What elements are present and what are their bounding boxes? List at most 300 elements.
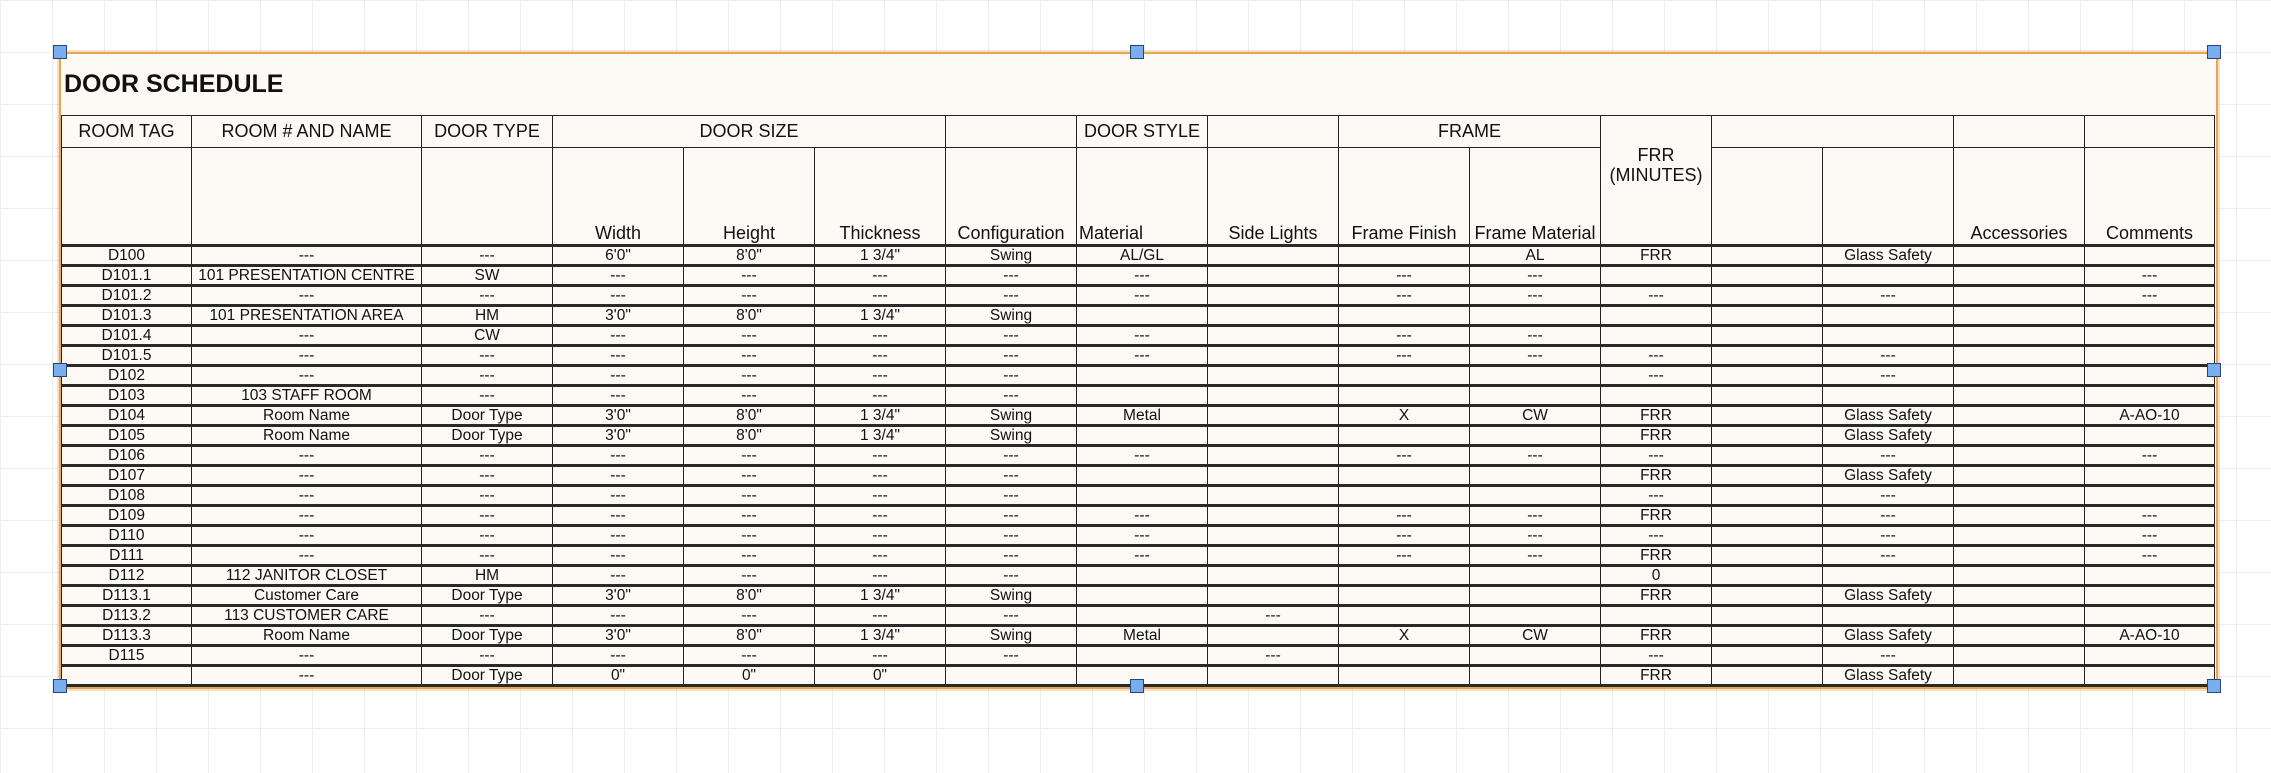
resize-handle-right[interactable] — [2207, 363, 2221, 377]
cell-height[interactable]: --- — [684, 646, 815, 666]
cell-room-tag[interactable]: D115 — [62, 646, 192, 666]
cell-room-tag[interactable]: D113.3 — [62, 626, 192, 646]
cell-room-tag[interactable]: D101.1 — [62, 266, 192, 286]
cell-frame-material[interactable] — [1470, 466, 1601, 486]
cell-thickness[interactable]: 1 3/4" — [815, 586, 946, 606]
cell-material[interactable]: --- — [1077, 286, 1208, 306]
cell-thickness[interactable]: --- — [815, 386, 946, 406]
cell-room-name[interactable]: 103 STAFF ROOM — [192, 386, 422, 406]
cell-glass[interactable]: Glass Safety — [1823, 246, 1954, 266]
cell-thickness[interactable]: --- — [815, 286, 946, 306]
cell-glass[interactable] — [1823, 566, 1954, 586]
cell-comments[interactable] — [2085, 246, 2215, 266]
cell-side-lights[interactable] — [1208, 286, 1339, 306]
cell-frr[interactable] — [1601, 386, 1712, 406]
cell-room-tag[interactable]: D110 — [62, 526, 192, 546]
cell-thickness[interactable]: --- — [815, 526, 946, 546]
cell-frr[interactable]: FRR — [1601, 666, 1712, 686]
cell-side-lights[interactable]: --- — [1208, 606, 1339, 626]
cell-room-name[interactable]: 101 PRESENTATION CENTRE — [192, 266, 422, 286]
cell-side-lights[interactable] — [1208, 426, 1339, 446]
cell-frr[interactable]: FRR — [1601, 506, 1712, 526]
cell-comments[interactable]: --- — [2085, 286, 2215, 306]
cell-accessories[interactable] — [1954, 306, 2085, 326]
cell-comments[interactable] — [2085, 586, 2215, 606]
cell-room-name[interactable]: --- — [192, 346, 422, 366]
cell-side-lights[interactable] — [1208, 526, 1339, 546]
cell-frame-finish[interactable]: X — [1339, 626, 1470, 646]
cell-frame-finish[interactable] — [1339, 586, 1470, 606]
resize-handle-top-left[interactable] — [53, 45, 67, 59]
cell-door-type[interactable]: --- — [422, 346, 553, 366]
cell-side-lights[interactable] — [1208, 486, 1339, 506]
cell-height[interactable]: --- — [684, 486, 815, 506]
cell-glass[interactable]: --- — [1823, 446, 1954, 466]
table-row[interactable] — [62, 446, 2215, 466]
cell-frame-material[interactable] — [1470, 386, 1601, 406]
cell-room-name[interactable]: Room Name — [192, 406, 422, 426]
cell-height[interactable]: 8'0" — [684, 426, 815, 446]
cell-material[interactable]: --- — [1077, 506, 1208, 526]
cell-glass[interactable] — [1823, 326, 1954, 346]
cell-accessories[interactable] — [1954, 326, 2085, 346]
cell-height[interactable]: --- — [684, 326, 815, 346]
cell-room-tag[interactable]: D101.2 — [62, 286, 192, 306]
cell-frame-finish[interactable] — [1339, 426, 1470, 446]
cell-room-name[interactable]: Customer Care — [192, 586, 422, 606]
cell-thickness[interactable]: 1 3/4" — [815, 406, 946, 426]
table-row[interactable] — [62, 506, 2215, 526]
cell-side-lights[interactable] — [1208, 366, 1339, 386]
cell-door-type[interactable]: --- — [422, 486, 553, 506]
cell-frame-finish[interactable]: --- — [1339, 326, 1470, 346]
cell-accessories[interactable] — [1954, 366, 2085, 386]
cell-thickness[interactable]: --- — [815, 546, 946, 566]
cell-thickness[interactable]: --- — [815, 466, 946, 486]
table-row[interactable] — [62, 366, 2215, 386]
cell-comments[interactable] — [2085, 346, 2215, 366]
cell-room-tag[interactable]: D111 — [62, 546, 192, 566]
table-row[interactable] — [62, 486, 2215, 506]
cell-glass[interactable]: --- — [1823, 546, 1954, 566]
cell-glass[interactable]: --- — [1823, 486, 1954, 506]
cell-frr[interactable]: --- — [1601, 286, 1712, 306]
cell-accessories[interactable] — [1954, 606, 2085, 626]
cell-configuration[interactable]: --- — [946, 366, 1077, 386]
cell-door-type[interactable]: Door Type — [422, 666, 553, 686]
cell-door-type[interactable]: Door Type — [422, 426, 553, 446]
cell-frr[interactable]: --- — [1601, 526, 1712, 546]
cell-extra[interactable] — [1712, 666, 1823, 686]
cell-material[interactable] — [1077, 646, 1208, 666]
cell-side-lights[interactable] — [1208, 246, 1339, 266]
cell-accessories[interactable] — [1954, 546, 2085, 566]
cell-room-name[interactable]: --- — [192, 546, 422, 566]
cell-frr[interactable]: --- — [1601, 486, 1712, 506]
cell-frame-material[interactable]: --- — [1470, 266, 1601, 286]
cell-side-lights[interactable] — [1208, 326, 1339, 346]
cell-extra[interactable] — [1712, 426, 1823, 446]
cell-frame-finish[interactable] — [1339, 606, 1470, 626]
cell-extra[interactable] — [1712, 386, 1823, 406]
cell-configuration[interactable]: Swing — [946, 406, 1077, 426]
cell-thickness[interactable]: --- — [815, 326, 946, 346]
cell-width[interactable]: --- — [553, 266, 684, 286]
cell-accessories[interactable] — [1954, 586, 2085, 606]
cell-door-type[interactable]: --- — [422, 646, 553, 666]
cell-door-type[interactable]: SW — [422, 266, 553, 286]
cell-width[interactable]: --- — [553, 646, 684, 666]
cell-material[interactable] — [1077, 586, 1208, 606]
cell-door-type[interactable]: --- — [422, 366, 553, 386]
cell-material[interactable] — [1077, 366, 1208, 386]
cell-comments[interactable] — [2085, 466, 2215, 486]
cell-material[interactable]: --- — [1077, 526, 1208, 546]
table-row[interactable] — [62, 306, 2215, 326]
cell-frame-material[interactable] — [1470, 426, 1601, 446]
cell-width[interactable]: --- — [553, 286, 684, 306]
cell-accessories[interactable] — [1954, 566, 2085, 586]
cell-width[interactable]: --- — [553, 526, 684, 546]
cell-room-name[interactable]: 113 CUSTOMER CARE — [192, 606, 422, 626]
cell-door-type[interactable]: --- — [422, 506, 553, 526]
cell-configuration[interactable]: --- — [946, 446, 1077, 466]
cell-comments[interactable]: --- — [2085, 506, 2215, 526]
cell-frame-finish[interactable] — [1339, 306, 1470, 326]
cell-glass[interactable] — [1823, 306, 1954, 326]
cell-comments[interactable]: --- — [2085, 446, 2215, 466]
cell-configuration[interactable]: Swing — [946, 426, 1077, 446]
cell-thickness[interactable]: --- — [815, 266, 946, 286]
cell-width[interactable]: 3'0" — [553, 426, 684, 446]
table-row[interactable] — [62, 346, 2215, 366]
cell-configuration[interactable]: --- — [946, 326, 1077, 346]
cell-frame-material[interactable]: --- — [1470, 346, 1601, 366]
cell-glass[interactable]: Glass Safety — [1823, 466, 1954, 486]
cell-frame-material[interactable]: AL — [1470, 246, 1601, 266]
cell-side-lights[interactable] — [1208, 266, 1339, 286]
cell-extra[interactable] — [1712, 446, 1823, 466]
cell-frame-finish[interactable] — [1339, 466, 1470, 486]
cell-room-tag[interactable] — [62, 666, 192, 686]
cell-comments[interactable]: A-AO-10 — [2085, 406, 2215, 426]
cell-accessories[interactable] — [1954, 446, 2085, 466]
cell-room-name[interactable]: --- — [192, 466, 422, 486]
cell-configuration[interactable]: --- — [946, 486, 1077, 506]
cell-glass[interactable] — [1823, 386, 1954, 406]
cell-frr[interactable]: FRR — [1601, 406, 1712, 426]
cell-width[interactable]: --- — [553, 506, 684, 526]
cell-room-name[interactable]: --- — [192, 246, 422, 266]
cell-height[interactable]: --- — [684, 446, 815, 466]
cell-extra[interactable] — [1712, 266, 1823, 286]
cell-height[interactable]: --- — [684, 466, 815, 486]
cell-room-tag[interactable]: D106 — [62, 446, 192, 466]
cell-frr[interactable]: FRR — [1601, 426, 1712, 446]
cell-frame-finish[interactable] — [1339, 366, 1470, 386]
cell-room-tag[interactable]: D107 — [62, 466, 192, 486]
cell-frame-finish[interactable] — [1339, 566, 1470, 586]
cell-accessories[interactable] — [1954, 286, 2085, 306]
cell-extra[interactable] — [1712, 566, 1823, 586]
cell-thickness[interactable]: --- — [815, 566, 946, 586]
cell-frr[interactable]: --- — [1601, 646, 1712, 666]
cell-thickness[interactable]: --- — [815, 446, 946, 466]
table-row[interactable] — [62, 466, 2215, 486]
cell-extra[interactable] — [1712, 346, 1823, 366]
resize-handle-bottom-left[interactable] — [53, 679, 67, 693]
cell-thickness[interactable]: --- — [815, 646, 946, 666]
cell-width[interactable]: 3'0" — [553, 406, 684, 426]
cell-material[interactable] — [1077, 566, 1208, 586]
cell-door-type[interactable]: --- — [422, 546, 553, 566]
cell-frame-finish[interactable]: --- — [1339, 546, 1470, 566]
cell-frr[interactable]: --- — [1601, 366, 1712, 386]
cell-width[interactable]: --- — [553, 606, 684, 626]
cell-frame-material[interactable] — [1470, 666, 1601, 686]
cell-thickness[interactable]: --- — [815, 506, 946, 526]
cell-extra[interactable] — [1712, 466, 1823, 486]
cell-thickness[interactable]: 0" — [815, 666, 946, 686]
cell-configuration[interactable]: --- — [946, 346, 1077, 366]
cell-thickness[interactable]: 1 3/4" — [815, 426, 946, 446]
cell-frame-finish[interactable]: --- — [1339, 266, 1470, 286]
cell-room-name[interactable]: Room Name — [192, 626, 422, 646]
cell-thickness[interactable]: 1 3/4" — [815, 306, 946, 326]
cell-frame-finish[interactable]: --- — [1339, 446, 1470, 466]
cell-frame-material[interactable] — [1470, 486, 1601, 506]
cell-room-name[interactable]: 112 JANITOR CLOSET — [192, 566, 422, 586]
cell-width[interactable]: --- — [553, 346, 684, 366]
cell-frame-material[interactable] — [1470, 306, 1601, 326]
cell-room-tag[interactable]: D101.4 — [62, 326, 192, 346]
resize-handle-bottom[interactable] — [1130, 679, 1144, 693]
cell-height[interactable]: 8'0" — [684, 246, 815, 266]
cell-frame-material[interactable]: --- — [1470, 326, 1601, 346]
cell-frr[interactable]: FRR — [1601, 466, 1712, 486]
cell-height[interactable]: 8'0" — [684, 406, 815, 426]
cell-material[interactable]: --- — [1077, 266, 1208, 286]
table-row[interactable] — [62, 286, 2215, 306]
cell-door-type[interactable]: Door Type — [422, 406, 553, 426]
cell-configuration[interactable]: Swing — [946, 306, 1077, 326]
cell-room-tag[interactable]: D100 — [62, 246, 192, 266]
cell-material[interactable]: --- — [1077, 346, 1208, 366]
cell-comments[interactable]: A-AO-10 — [2085, 626, 2215, 646]
table-row[interactable] — [62, 406, 2215, 426]
cell-door-type[interactable]: CW — [422, 326, 553, 346]
cell-comments[interactable] — [2085, 486, 2215, 506]
resize-handle-bottom-right[interactable] — [2207, 679, 2221, 693]
cell-comments[interactable] — [2085, 366, 2215, 386]
cell-room-tag[interactable]: D102 — [62, 366, 192, 386]
cell-frr[interactable] — [1601, 606, 1712, 626]
cell-material[interactable] — [1077, 306, 1208, 326]
table-row[interactable] — [62, 586, 2215, 606]
cell-extra[interactable] — [1712, 306, 1823, 326]
cell-room-name[interactable]: --- — [192, 366, 422, 386]
cell-accessories[interactable] — [1954, 526, 2085, 546]
cell-comments[interactable] — [2085, 426, 2215, 446]
cell-frame-material[interactable] — [1470, 606, 1601, 626]
cell-comments[interactable] — [2085, 306, 2215, 326]
cell-glass[interactable]: --- — [1823, 526, 1954, 546]
cell-frame-material[interactable]: --- — [1470, 446, 1601, 466]
cell-height[interactable]: --- — [684, 346, 815, 366]
cell-glass[interactable]: --- — [1823, 286, 1954, 306]
cell-frr[interactable] — [1601, 266, 1712, 286]
cell-room-name[interactable]: --- — [192, 446, 422, 466]
cell-door-type[interactable]: --- — [422, 246, 553, 266]
table-row[interactable] — [62, 266, 2215, 286]
cell-side-lights[interactable]: --- — [1208, 646, 1339, 666]
cell-extra[interactable] — [1712, 246, 1823, 266]
cell-width[interactable]: 0" — [553, 666, 684, 686]
cell-extra[interactable] — [1712, 606, 1823, 626]
cell-comments[interactable] — [2085, 386, 2215, 406]
cell-room-name[interactable]: Room Name — [192, 426, 422, 446]
cell-room-tag[interactable]: D104 — [62, 406, 192, 426]
cell-configuration[interactable]: --- — [946, 566, 1077, 586]
cell-door-type[interactable]: --- — [422, 446, 553, 466]
cell-glass[interactable] — [1823, 266, 1954, 286]
cell-thickness[interactable]: 1 3/4" — [815, 246, 946, 266]
cell-frame-finish[interactable]: --- — [1339, 506, 1470, 526]
resize-handle-top-right[interactable] — [2207, 45, 2221, 59]
cell-frame-material[interactable]: --- — [1470, 546, 1601, 566]
cell-room-tag[interactable]: D113.2 — [62, 606, 192, 626]
cell-extra[interactable] — [1712, 406, 1823, 426]
cell-door-type[interactable]: --- — [422, 526, 553, 546]
cell-frame-material[interactable] — [1470, 586, 1601, 606]
cell-frame-finish[interactable]: --- — [1339, 526, 1470, 546]
cell-configuration[interactable]: --- — [946, 506, 1077, 526]
cell-room-tag[interactable]: D101.5 — [62, 346, 192, 366]
cell-room-tag[interactable]: D108 — [62, 486, 192, 506]
cell-configuration[interactable]: Swing — [946, 586, 1077, 606]
cell-width[interactable]: --- — [553, 546, 684, 566]
cell-side-lights[interactable] — [1208, 626, 1339, 646]
cell-accessories[interactable] — [1954, 626, 2085, 646]
cell-extra[interactable] — [1712, 526, 1823, 546]
cell-extra[interactable] — [1712, 626, 1823, 646]
cell-frr[interactable]: 0 — [1601, 566, 1712, 586]
cell-side-lights[interactable] — [1208, 386, 1339, 406]
cell-material[interactable]: AL/GL — [1077, 246, 1208, 266]
cell-width[interactable]: 3'0" — [553, 306, 684, 326]
cell-extra[interactable] — [1712, 546, 1823, 566]
cell-height[interactable]: 8'0" — [684, 626, 815, 646]
cell-extra[interactable] — [1712, 486, 1823, 506]
cell-comments[interactable] — [2085, 606, 2215, 626]
cell-thickness[interactable]: --- — [815, 606, 946, 626]
cell-material[interactable] — [1077, 606, 1208, 626]
cell-side-lights[interactable] — [1208, 666, 1339, 686]
cell-configuration[interactable]: --- — [946, 466, 1077, 486]
cell-accessories[interactable] — [1954, 346, 2085, 366]
cell-width[interactable]: --- — [553, 566, 684, 586]
cell-frame-finish[interactable] — [1339, 386, 1470, 406]
cell-side-lights[interactable] — [1208, 306, 1339, 326]
cell-frame-material[interactable]: CW — [1470, 406, 1601, 426]
table-row[interactable] — [62, 246, 2215, 266]
cell-glass[interactable]: --- — [1823, 366, 1954, 386]
cell-frr[interactable] — [1601, 306, 1712, 326]
cell-height[interactable]: 8'0" — [684, 306, 815, 326]
cell-frame-finish[interactable] — [1339, 666, 1470, 686]
cell-frame-material[interactable]: --- — [1470, 286, 1601, 306]
cell-side-lights[interactable] — [1208, 566, 1339, 586]
table-row[interactable] — [62, 606, 2215, 626]
cell-height[interactable]: --- — [684, 566, 815, 586]
cell-width[interactable]: --- — [553, 326, 684, 346]
cell-frame-material[interactable]: CW — [1470, 626, 1601, 646]
cell-glass[interactable]: Glass Safety — [1823, 426, 1954, 446]
cell-comments[interactable]: --- — [2085, 266, 2215, 286]
cell-door-type[interactable]: --- — [422, 386, 553, 406]
table-row[interactable] — [62, 426, 2215, 446]
cell-accessories[interactable] — [1954, 646, 2085, 666]
cell-width[interactable]: --- — [553, 486, 684, 506]
cell-thickness[interactable]: 1 3/4" — [815, 626, 946, 646]
cell-comments[interactable] — [2085, 666, 2215, 686]
cell-extra[interactable] — [1712, 286, 1823, 306]
cell-room-name[interactable]: --- — [192, 286, 422, 306]
cell-glass[interactable]: Glass Safety — [1823, 406, 1954, 426]
cell-configuration[interactable]: Swing — [946, 246, 1077, 266]
cell-frr[interactable]: --- — [1601, 346, 1712, 366]
cell-comments[interactable] — [2085, 566, 2215, 586]
resize-handle-left[interactable] — [53, 363, 67, 377]
cell-height[interactable]: --- — [684, 386, 815, 406]
cell-width[interactable]: 3'0" — [553, 586, 684, 606]
cell-width[interactable]: 3'0" — [553, 626, 684, 646]
cell-comments[interactable] — [2085, 326, 2215, 346]
cell-accessories[interactable] — [1954, 246, 2085, 266]
cell-height[interactable]: --- — [684, 546, 815, 566]
cell-width[interactable]: 6'0" — [553, 246, 684, 266]
cell-material[interactable] — [1077, 466, 1208, 486]
cell-side-lights[interactable] — [1208, 506, 1339, 526]
cell-configuration[interactable]: --- — [946, 606, 1077, 626]
cell-side-lights[interactable] — [1208, 346, 1339, 366]
cell-material[interactable] — [1077, 386, 1208, 406]
cell-room-name[interactable]: --- — [192, 326, 422, 346]
cell-height[interactable]: --- — [684, 286, 815, 306]
cell-accessories[interactable] — [1954, 666, 2085, 686]
cell-door-type[interactable]: --- — [422, 286, 553, 306]
cell-side-lights[interactable] — [1208, 546, 1339, 566]
cell-glass[interactable]: Glass Safety — [1823, 666, 1954, 686]
cell-height[interactable]: 8'0" — [684, 586, 815, 606]
cell-width[interactable]: --- — [553, 386, 684, 406]
cell-configuration[interactable]: --- — [946, 286, 1077, 306]
cell-room-tag[interactable]: D105 — [62, 426, 192, 446]
cell-thickness[interactable]: --- — [815, 346, 946, 366]
cell-accessories[interactable] — [1954, 486, 2085, 506]
cell-material[interactable] — [1077, 426, 1208, 446]
cell-glass[interactable]: Glass Safety — [1823, 586, 1954, 606]
cell-door-type[interactable]: Door Type — [422, 626, 553, 646]
cell-height[interactable]: --- — [684, 606, 815, 626]
cell-thickness[interactable]: --- — [815, 366, 946, 386]
cell-height[interactable]: --- — [684, 506, 815, 526]
cell-width[interactable]: --- — [553, 446, 684, 466]
cell-frame-finish[interactable] — [1339, 246, 1470, 266]
cell-room-name[interactable]: --- — [192, 646, 422, 666]
cell-comments[interactable]: --- — [2085, 526, 2215, 546]
cell-door-type[interactable]: Door Type — [422, 586, 553, 606]
